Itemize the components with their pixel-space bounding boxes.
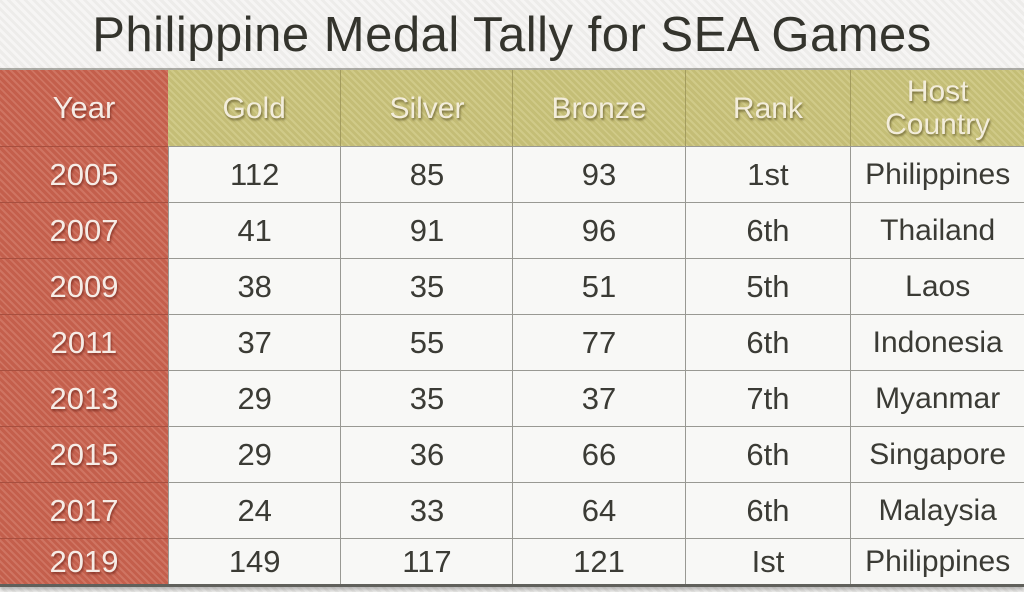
column-header-rank: Rank: [685, 70, 851, 146]
silver-cell: 35: [340, 370, 512, 426]
year-cell: 2017: [0, 482, 168, 538]
host-cell: Malaysia: [850, 482, 1024, 538]
silver-cell: 36: [340, 426, 512, 482]
year-cell: 2015: [0, 426, 168, 482]
gold-cell: 41: [168, 202, 341, 258]
column-header-silver: Silver: [340, 70, 512, 146]
year-cell: 2013: [0, 370, 168, 426]
column-header-host-country: Host Country: [850, 70, 1024, 146]
year-cell: 2019: [0, 538, 168, 584]
gold-cell: 149: [168, 538, 341, 584]
table-row: [0, 538, 1024, 584]
table-row: [0, 370, 1024, 426]
gold-cell: 37: [168, 314, 341, 370]
bronze-cell: 64: [512, 482, 684, 538]
table-row: [0, 426, 1024, 482]
rank-cell: Ist: [685, 538, 851, 584]
bronze-cell: 121: [512, 538, 684, 584]
bronze-cell: 77: [512, 314, 684, 370]
table-body: [0, 146, 1024, 584]
bronze-cell: 66: [512, 426, 684, 482]
rank-cell: 1st: [685, 146, 851, 202]
gold-cell: 29: [168, 426, 341, 482]
silver-cell: 91: [340, 202, 512, 258]
silver-cell: 35: [340, 258, 512, 314]
host-cell: Myanmar: [850, 370, 1024, 426]
silver-cell: 33: [340, 482, 512, 538]
year-cell: 2011: [0, 314, 168, 370]
bronze-cell: 96: [512, 202, 684, 258]
host-cell: Indonesia: [850, 314, 1024, 370]
table-header-row: [0, 70, 1024, 146]
table-row: [0, 258, 1024, 314]
table-row: [0, 202, 1024, 258]
rank-cell: 7th: [685, 370, 851, 426]
gold-cell: 24: [168, 482, 341, 538]
rank-cell: 5th: [685, 258, 851, 314]
column-header-year: Year: [0, 70, 168, 146]
gold-cell: 29: [168, 370, 341, 426]
host-cell: Philippines: [850, 538, 1024, 584]
bronze-cell: 93: [512, 146, 684, 202]
rank-cell: 6th: [685, 314, 851, 370]
host-cell: Laos: [850, 258, 1024, 314]
year-cell: 2007: [0, 202, 168, 258]
silver-cell: 85: [340, 146, 512, 202]
gold-cell: 112: [168, 146, 341, 202]
host-cell: Singapore: [850, 426, 1024, 482]
rank-cell: 6th: [685, 482, 851, 538]
medal-table: [0, 68, 1024, 587]
host-cell: Philippines: [850, 146, 1024, 202]
year-cell: 2009: [0, 258, 168, 314]
year-cell: 2005: [0, 146, 168, 202]
column-header-gold: Gold: [168, 70, 341, 146]
bronze-cell: 51: [512, 258, 684, 314]
gold-cell: 38: [168, 258, 341, 314]
column-header-bronze: Bronze: [512, 70, 684, 146]
page-title: Philippine Medal Tally for SEA Games: [92, 8, 932, 62]
silver-cell: 117: [340, 538, 512, 584]
rank-cell: 6th: [685, 202, 851, 258]
table-row: [0, 482, 1024, 538]
table-row: [0, 146, 1024, 202]
bronze-cell: 37: [512, 370, 684, 426]
table-row: [0, 314, 1024, 370]
host-cell: Thailand: [850, 202, 1024, 258]
rank-cell: 6th: [685, 426, 851, 482]
silver-cell: 55: [340, 314, 512, 370]
